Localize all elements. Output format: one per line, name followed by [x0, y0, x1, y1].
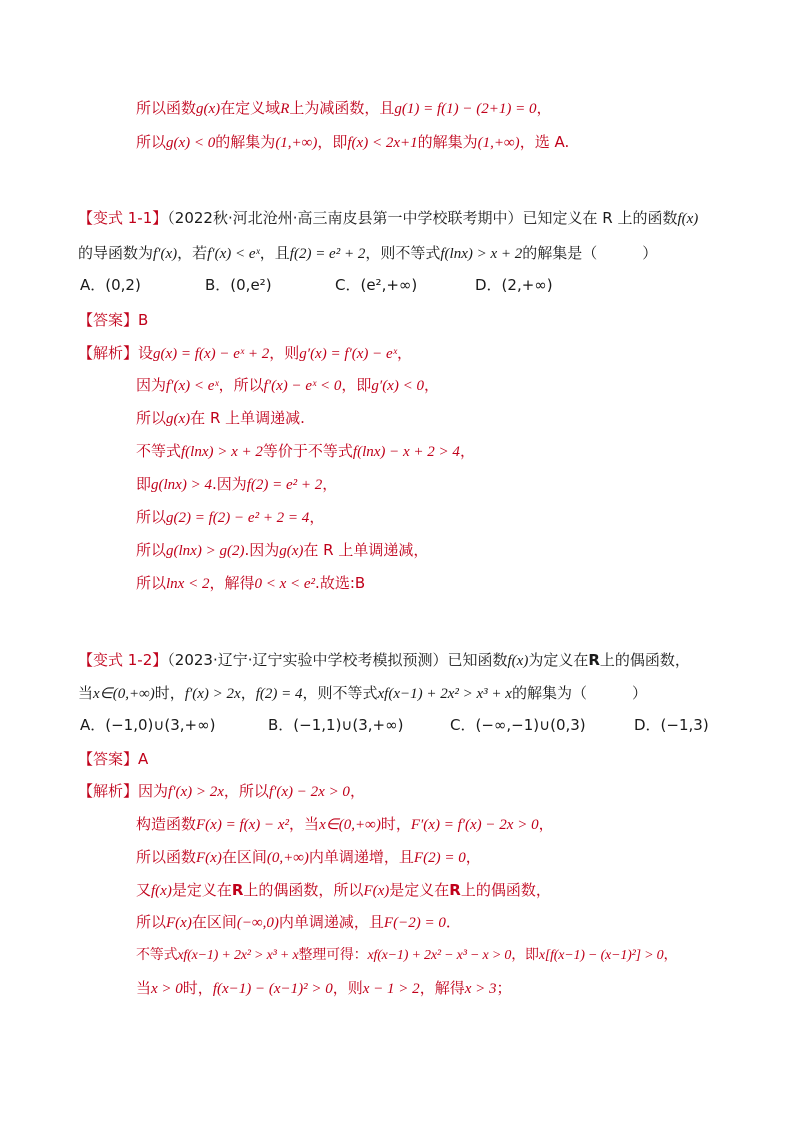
- v11-analysis-l2: [136, 374, 794, 397]
- text: 不等式: [136, 442, 182, 460]
- math: g(x) = f(x) − eˣ + 2: [153, 346, 270, 362]
- math: F(x) = f(x) − x²: [196, 817, 290, 833]
- text: 所以: [136, 574, 167, 592]
- text: 因为: [136, 376, 167, 394]
- math: xf(x−1) + 2x² > x³ + x: [177, 948, 299, 963]
- math: f(lnx) − x + 2 > 4: [352, 444, 460, 460]
- text: 内单调递增，且: [308, 848, 414, 866]
- text: 所以: [136, 913, 167, 931]
- text: 在区间: [221, 848, 267, 866]
- text: .因为: [211, 475, 247, 493]
- text: 不等式: [136, 947, 178, 963]
- text: 所以函数: [136, 99, 197, 117]
- text: 在 R 上单调递减.: [190, 409, 305, 427]
- v11-option-d[interactable]: D．(2,+∞): [475, 276, 553, 294]
- text: 设: [138, 344, 154, 362]
- text: ，且: [259, 244, 290, 262]
- math: (0,+∞): [266, 850, 309, 866]
- math: f(lnx) > x + 2: [440, 246, 523, 262]
- math: x∈(0,+∞): [93, 686, 155, 702]
- math: F(x): [166, 915, 192, 931]
- math: f′(x) > 2x: [168, 784, 224, 800]
- text: 上的偶函数，所以: [243, 881, 364, 899]
- v11-option-c[interactable]: C．(e²,+∞): [335, 276, 418, 294]
- answer-tag: 【答案】: [78, 311, 139, 329]
- math: x[f(x−1) − (x−1)²] > 0: [538, 948, 664, 963]
- text: ，则不等式: [302, 684, 378, 702]
- text: ，当: [289, 815, 320, 833]
- text: 时，: [182, 979, 213, 997]
- text: 所以: [136, 508, 167, 526]
- text: 在定义域: [220, 99, 281, 117]
- text: 又: [136, 881, 152, 899]
- text: ，: [396, 344, 412, 362]
- text: ，选 A.: [519, 133, 570, 151]
- text: ，: [465, 848, 481, 866]
- text: 内单调递减，且: [278, 913, 384, 931]
- math: f(x−1) − (x−1)² > 0: [212, 981, 333, 997]
- answer-value: B: [138, 311, 149, 329]
- question-source: （2023·辽宁·辽宁实验中学校考模拟预测）已知函数: [167, 651, 508, 669]
- v11-analysis-l7: [136, 539, 794, 562]
- math: g(2) = f(2) − e² + 2 = 4: [166, 510, 310, 526]
- math: g(lnx) > g(2): [166, 543, 245, 559]
- v12-question-line: [78, 682, 794, 705]
- math: x > 3: [464, 981, 497, 997]
- math: f′(x) < eˣ: [166, 378, 219, 394]
- math: x∈(0,+∞): [319, 817, 381, 833]
- math: f(2) = 4: [255, 686, 303, 702]
- v12-option-d[interactable]: D．(−1,3): [634, 716, 709, 734]
- math: g(1) = f(1) − (2+1) = 0: [394, 101, 537, 117]
- text: ，: [538, 815, 554, 833]
- math: f′(x) − 2x > 0: [268, 784, 350, 800]
- text: 时，: [154, 684, 185, 702]
- text: ，则: [332, 979, 363, 997]
- text: ．: [445, 913, 461, 931]
- text: 上的偶函数，: [599, 651, 690, 669]
- text: ，解得: [419, 979, 465, 997]
- text: ，则: [269, 344, 300, 362]
- text: 上的偶函数，: [460, 881, 551, 899]
- v11-question-line: [78, 242, 794, 265]
- text: ，: [240, 684, 256, 702]
- math: f′(x): [153, 246, 178, 262]
- analysis-tag: 【解析】: [78, 782, 139, 800]
- v12-answer: [78, 748, 794, 770]
- math: F(x): [363, 883, 390, 899]
- text: ，所以: [218, 376, 264, 394]
- question-source: （2022秋·河北沧州·高三南皮县第一中学校联考期中）已知定义在 R 上的函数: [167, 209, 678, 227]
- math: f(x): [507, 653, 529, 669]
- math: (1,+∞): [477, 135, 520, 151]
- text: ，: [423, 376, 439, 394]
- math: f(x): [677, 211, 699, 227]
- math: R: [280, 101, 290, 117]
- text: 是定义在: [389, 881, 450, 899]
- math: R: [588, 651, 600, 669]
- math: g′(x) < 0: [371, 378, 424, 394]
- text: ，: [459, 442, 475, 460]
- v11-option-b[interactable]: B．(0,e²): [205, 276, 272, 294]
- text: 的解集为（ ）: [511, 684, 647, 702]
- text: 当: [78, 684, 94, 702]
- math: g′(x) = f′(x) − eˣ: [299, 346, 397, 362]
- text: .故选:B: [315, 574, 366, 592]
- text: 所以: [136, 541, 167, 559]
- text: 即: [136, 475, 152, 493]
- v12-analysis-l1: [78, 780, 794, 803]
- v11-option-a[interactable]: A．(0,2): [80, 276, 141, 294]
- text: ，: [322, 475, 338, 493]
- text: 为定义在: [528, 651, 589, 669]
- v12-analysis-l5: [136, 911, 794, 934]
- text: ，: [309, 508, 325, 526]
- text: 当: [136, 979, 152, 997]
- text: 上为减函数，且: [289, 99, 395, 117]
- variant-tag: 【变式 1-1】: [78, 209, 168, 227]
- text: ，即: [511, 947, 539, 963]
- math: F(−2) = 0: [383, 915, 446, 931]
- v12-analysis-l3: [136, 846, 794, 869]
- v12-analysis-l7: [136, 977, 794, 1000]
- math: g(x): [196, 101, 221, 117]
- text: ，解得: [209, 574, 255, 592]
- intro-line-1: [136, 97, 794, 120]
- text: 所以: [136, 409, 167, 427]
- answer-tag: 【答案】: [78, 750, 139, 768]
- text: ，即: [317, 133, 348, 151]
- math: x − 1 > 2: [362, 981, 420, 997]
- math: R: [231, 881, 244, 899]
- math: f′(x) < eˣ: [207, 246, 260, 262]
- math: g(x): [279, 543, 304, 559]
- math: xf(x−1) + 2x² > x³ + x: [377, 686, 512, 702]
- v11-analysis-l6: [136, 506, 794, 529]
- v11-analysis-l5: [136, 473, 794, 496]
- v12-analysis-l6: [136, 944, 794, 967]
- math: f(x): [151, 883, 172, 899]
- text: 的解集为: [417, 133, 478, 151]
- math: F(x): [196, 850, 222, 866]
- v12-option-c[interactable]: C．(−∞,−1)∪(0,3): [450, 716, 586, 734]
- text: 因为: [138, 782, 169, 800]
- math: 0 < x < e²: [254, 576, 316, 592]
- v11-analysis-l3: [136, 407, 794, 430]
- math: f′(x) − eˣ < 0: [263, 378, 342, 394]
- math: g(lnx) > 4: [151, 477, 212, 493]
- text: ，即: [341, 376, 372, 394]
- math: (1,+∞): [275, 135, 318, 151]
- math: f(x) < 2x+1: [347, 135, 418, 151]
- v12-analysis-l4: [136, 879, 794, 902]
- text: 等价于不等式: [262, 442, 353, 460]
- text: 的导函数为: [78, 244, 154, 262]
- text: ，: [663, 947, 678, 963]
- text: 所以函数: [136, 848, 197, 866]
- math: xf(x−1) + 2x² − x³ − x > 0: [367, 948, 512, 963]
- math: f′(x) > 2x: [184, 686, 241, 702]
- v11-heading: [78, 207, 794, 230]
- text: ，: [536, 99, 552, 117]
- math: g(x) < 0: [166, 135, 216, 151]
- v12-analysis-l2: [136, 813, 794, 836]
- text: ，: [349, 782, 365, 800]
- text: 在 R 上单调递减，: [303, 541, 429, 559]
- text: 所以: [136, 133, 167, 151]
- math: (−∞,0): [236, 915, 279, 931]
- intro-line-2: [136, 131, 794, 154]
- text: 构造函数: [136, 815, 197, 833]
- text: 时，: [380, 815, 411, 833]
- v12-option-b[interactable]: B．(−1,1)∪(3,+∞): [268, 716, 404, 734]
- text: 是定义在: [171, 881, 232, 899]
- text: 在区间: [191, 913, 237, 931]
- math: F(2) = 0: [413, 850, 466, 866]
- math: f(lnx) > x + 2: [181, 444, 263, 460]
- v12-option-a[interactable]: A．(−1,0)∪(3,+∞): [80, 716, 216, 734]
- v11-analysis-l4: [136, 440, 794, 463]
- text: .因为: [244, 541, 280, 559]
- text: ；: [496, 979, 512, 997]
- answer-value: A: [138, 750, 149, 768]
- text: ，则不等式: [365, 244, 441, 262]
- variant-tag: 【变式 1-2】: [78, 651, 168, 669]
- v12-heading: [78, 649, 794, 672]
- text: 的解集为: [215, 133, 276, 151]
- v11-analysis-l8: [136, 572, 794, 595]
- analysis-tag: 【解析】: [78, 344, 139, 362]
- math: F′(x) = f′(x) − 2x > 0: [410, 817, 539, 833]
- v11-analysis-l1: [78, 342, 794, 365]
- text: 整理可得：: [298, 947, 368, 963]
- math: f(2) = e² + 2: [246, 477, 323, 493]
- text: 的解集是（ ）: [522, 244, 658, 262]
- math: f(2) = e² + 2: [289, 246, 366, 262]
- math: R: [449, 881, 461, 899]
- v11-answer: [78, 309, 794, 331]
- math: x > 0: [151, 981, 183, 997]
- text: ，若: [177, 244, 208, 262]
- math: lnx < 2: [166, 576, 210, 592]
- math: g(x): [166, 411, 191, 427]
- text: ，所以: [223, 782, 269, 800]
